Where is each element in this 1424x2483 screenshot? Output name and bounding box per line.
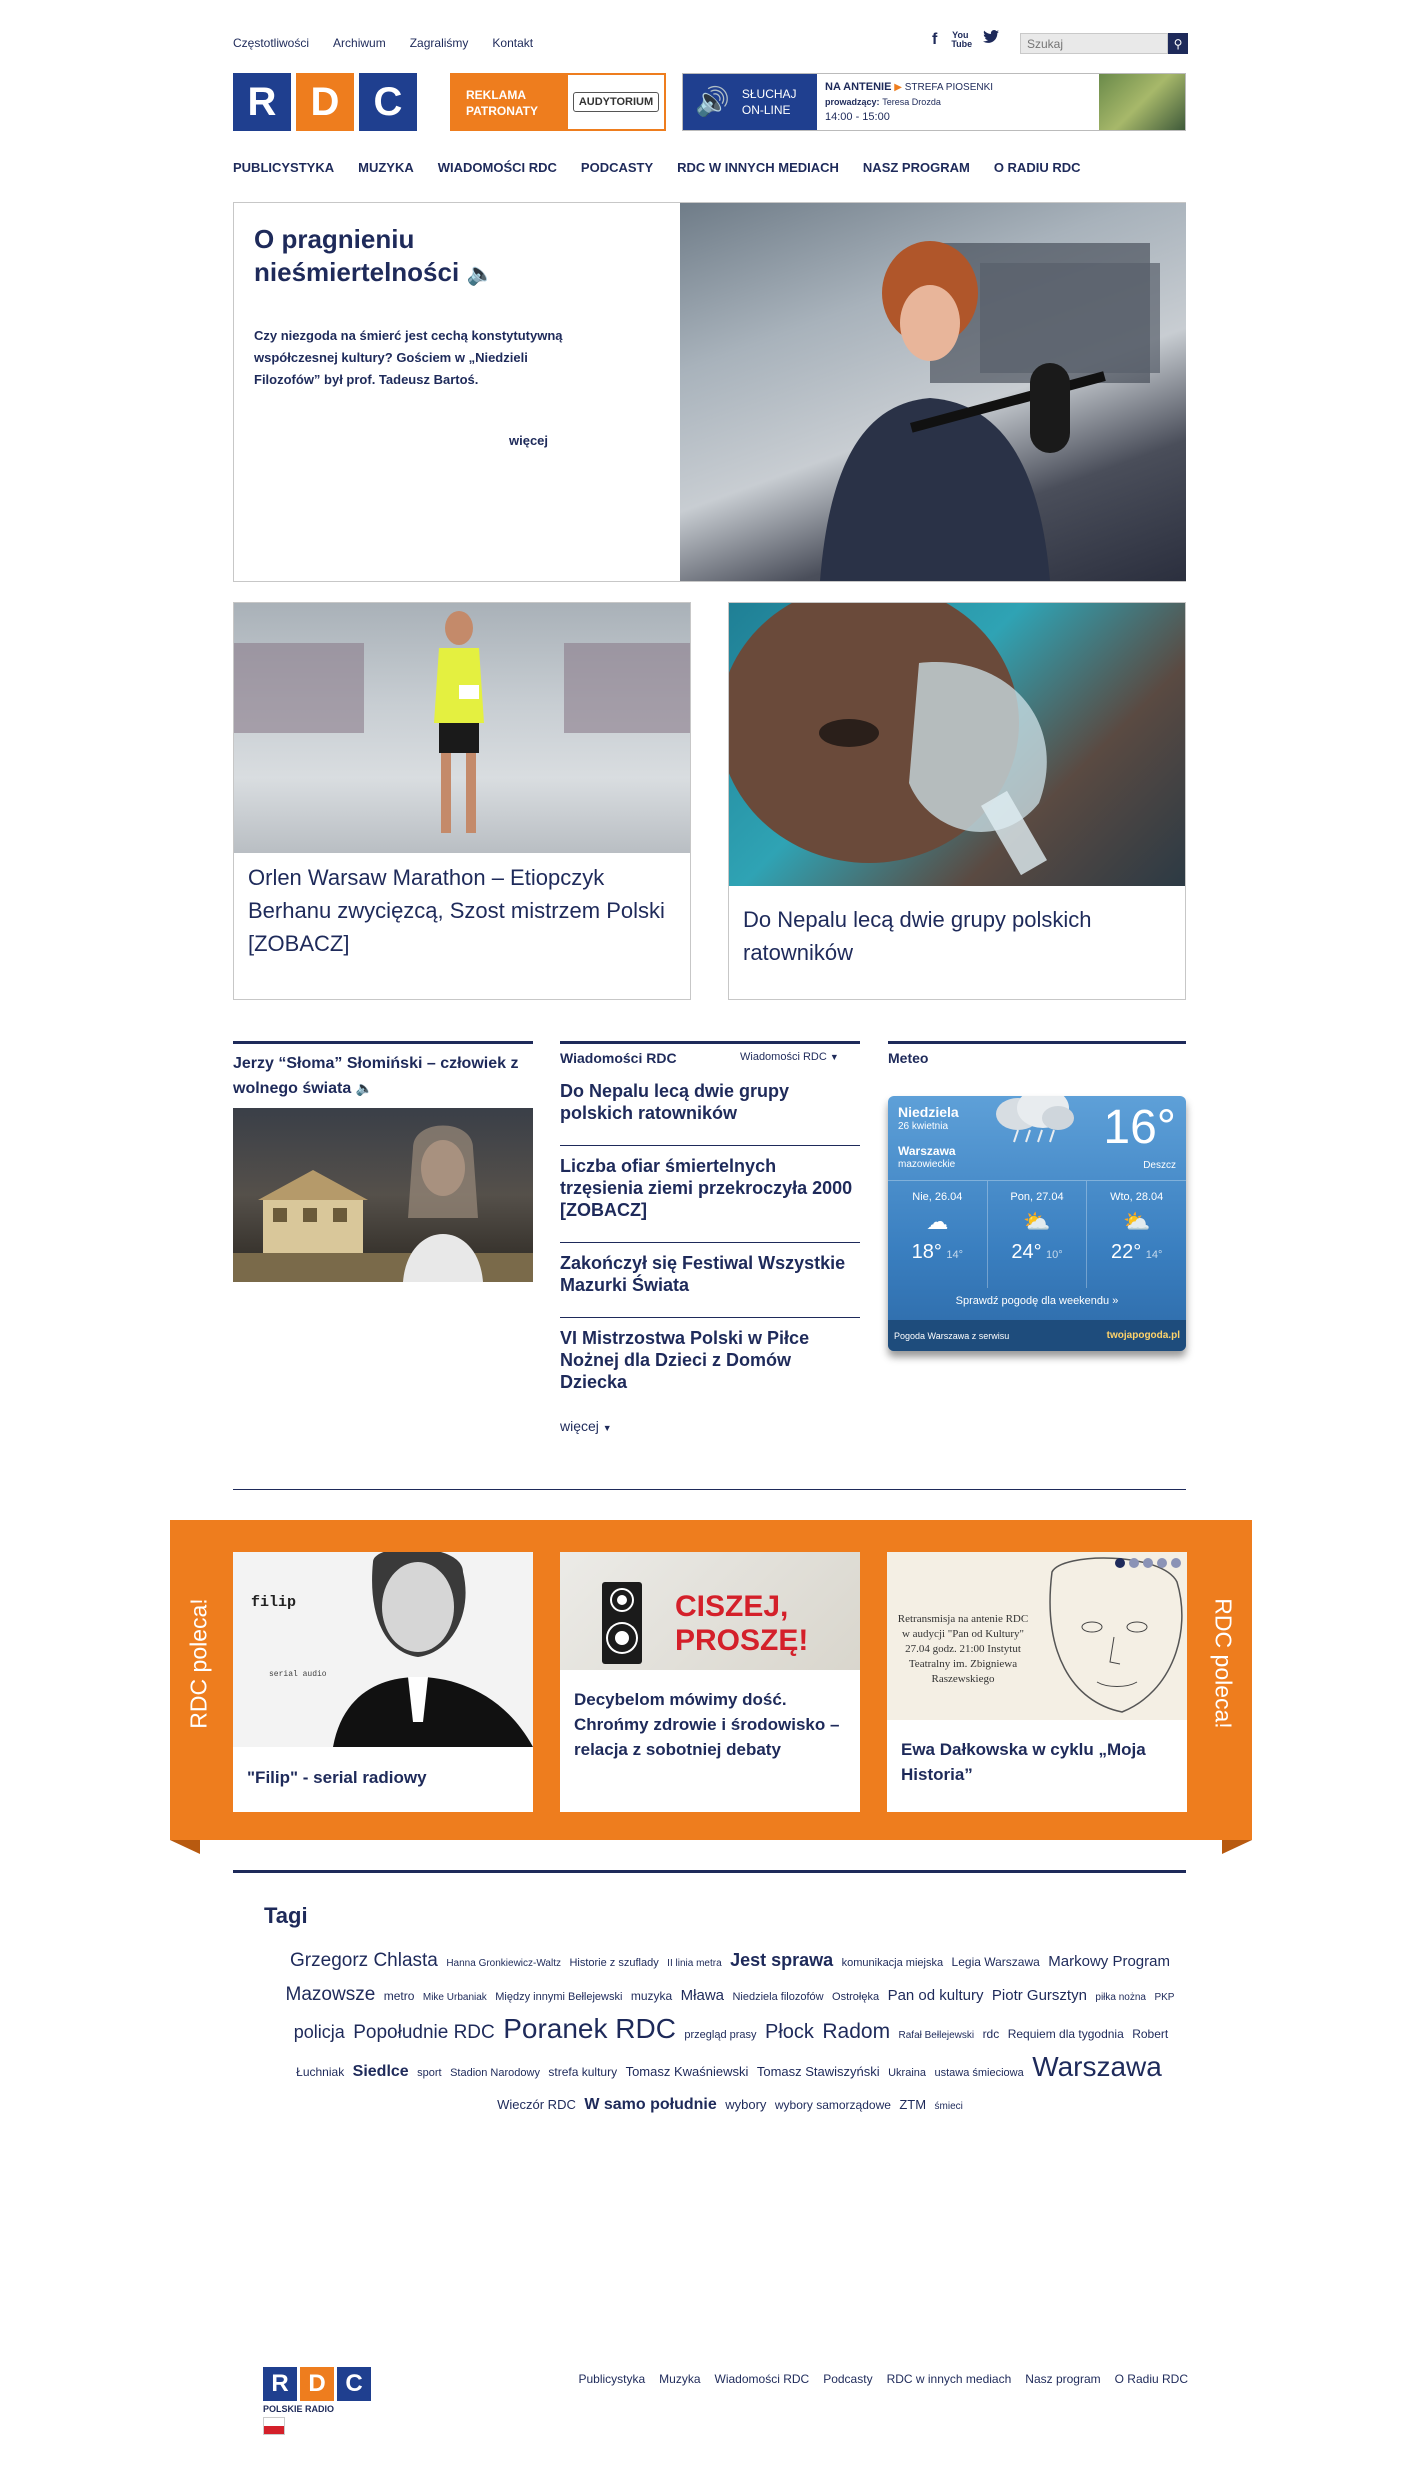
footer-logo-sub: POLSKIE RADIO bbox=[263, 2404, 335, 2414]
tag-link[interactable]: Stadion Narodowy bbox=[450, 2067, 540, 2079]
footer-nasz-program[interactable]: Nasz program bbox=[1025, 2372, 1101, 2386]
listen-line2: ON-LINE bbox=[741, 103, 791, 117]
rdc-poleca-label-right: RDC poleca! bbox=[1210, 1598, 1237, 1729]
forecast-day-3 bbox=[1087, 1181, 1186, 1288]
main-nav bbox=[233, 160, 1080, 175]
carousel-dots[interactable] bbox=[1115, 1558, 1181, 1568]
news-dropdown-label: Wiadomości RDC bbox=[740, 1051, 827, 1063]
facebook-icon[interactable]: f bbox=[932, 30, 938, 48]
tag-link[interactable]: Legia Warszawa bbox=[951, 1955, 1040, 1969]
tag-link[interactable]: wybory samorządowe bbox=[774, 2098, 891, 2112]
forecast-day-1-label: Nie, 26.04 bbox=[912, 1191, 963, 1203]
audio-icon: 🔈 bbox=[355, 1080, 374, 1096]
tag-link[interactable]: Jest sprawa bbox=[730, 1950, 834, 1970]
tag-link[interactable]: Wieczór RDC bbox=[497, 2097, 576, 2112]
host-label: prowadzący: bbox=[825, 97, 880, 107]
twitter-icon[interactable] bbox=[983, 30, 999, 49]
weather-source: Pogoda Warszawa z serwisu bbox=[894, 1330, 1010, 1341]
tag-link[interactable]: Ukraina bbox=[888, 2067, 927, 2079]
hero-image[interactable] bbox=[680, 203, 1186, 581]
on-air-show[interactable]: STREFA PIOSENKI bbox=[904, 82, 994, 93]
promo-card-dalkowska[interactable] bbox=[887, 1552, 1187, 1812]
forecast-row bbox=[888, 1180, 1186, 1288]
tag-link[interactable]: Markowy Program bbox=[1048, 1953, 1170, 1970]
marathon-title[interactable]: Orlen Warsaw Marathon – Etiopczyk Berhanu zwycięzcą, Szost mistrzem Polski [ZOBACZ] bbox=[248, 865, 665, 956]
news-dropdown[interactable] bbox=[740, 1051, 839, 1063]
nav-rdc-w-innych-mediach[interactable]: RDC W INNYCH MEDIACH bbox=[677, 160, 839, 175]
tag-link[interactable]: Niedziela filozofów bbox=[732, 1991, 824, 2003]
nav-nasz-program[interactable]: NASZ PROGRAM bbox=[862, 160, 970, 175]
caret-down-icon: ▼ bbox=[602, 1423, 612, 1433]
rdc-logo[interactable] bbox=[233, 73, 417, 131]
tag-link[interactable]: II linia metra bbox=[667, 1958, 722, 1969]
article-card-nepal[interactable] bbox=[728, 602, 1186, 1000]
weather-temp: 16° bbox=[1103, 1101, 1176, 1154]
tag-link[interactable]: Między innymi Bełlejewski bbox=[495, 1991, 623, 2003]
weather-source-bar bbox=[888, 1320, 1186, 1351]
forecast-day-2-low: 10° bbox=[1046, 1249, 1063, 1261]
nav-o-radiu[interactable]: O RADIU RDC bbox=[993, 160, 1081, 175]
forecast-day-3-low: 14° bbox=[1145, 1249, 1163, 1261]
twojapogoda-logo[interactable]: twojapogoda.pl bbox=[1106, 1330, 1180, 1341]
tag-cloud bbox=[275, 1945, 1185, 2122]
forecast-day-3-label: Wto, 28.04 bbox=[1110, 1191, 1164, 1203]
search-input[interactable] bbox=[1020, 33, 1168, 54]
tag-link[interactable]: śmieci bbox=[934, 2101, 963, 2112]
reklama-label bbox=[452, 75, 568, 129]
link-czestotliwosci[interactable]: Częstotliwości bbox=[233, 36, 310, 50]
logo-letter-r: R bbox=[233, 73, 291, 131]
host-photo bbox=[1099, 74, 1185, 130]
carousel-dot[interactable] bbox=[1143, 1558, 1153, 1568]
tag-link[interactable]: Warszawa bbox=[1032, 2051, 1162, 2082]
promo-card-ciszej[interactable] bbox=[560, 1552, 860, 1812]
nav-wiadomosci[interactable]: WIADOMOŚCI RDC bbox=[437, 160, 557, 175]
link-kontakt[interactable]: Kontakt bbox=[492, 36, 534, 50]
weather-heading: Meteo bbox=[888, 1050, 929, 1066]
tag-link[interactable]: sport bbox=[417, 2067, 442, 2079]
filip-image-subtitle: serial audio bbox=[269, 1670, 327, 1679]
news-more-label: więcej bbox=[560, 1418, 599, 1434]
top-links bbox=[233, 36, 533, 50]
tag-link[interactable]: Requiem dla tygodnia bbox=[1007, 2027, 1124, 2041]
carousel-dot[interactable] bbox=[1129, 1558, 1139, 1568]
tag-link[interactable]: ustawa śmieciowa bbox=[934, 2067, 1024, 2079]
dalkowska-image bbox=[887, 1552, 1187, 1720]
cloud-rain-icon bbox=[988, 1096, 1078, 1149]
tag-link[interactable]: Mazowsze bbox=[285, 1984, 376, 2005]
promo-filip-title[interactable]: "Filip" - serial radiowy bbox=[247, 1768, 427, 1787]
sun-cloud-icon: ⛅ bbox=[1122, 1209, 1151, 1234]
audytorium-text: AUDYTORIUM bbox=[573, 92, 659, 112]
section-separator bbox=[233, 1489, 1186, 1490]
loudspeaker-icon bbox=[602, 1582, 642, 1664]
footer-wiadomosci[interactable]: Wiadomości RDC bbox=[714, 2372, 810, 2386]
weather-divider bbox=[888, 1041, 1186, 1044]
forecast-day-1-low: 14° bbox=[946, 1249, 963, 1261]
feature-image[interactable] bbox=[233, 1108, 533, 1282]
feature-title-wrap[interactable] bbox=[233, 1052, 523, 1101]
forecast-day-3-high: 22° bbox=[1111, 1241, 1142, 1263]
tag-link[interactable]: Siedlce bbox=[352, 2063, 409, 2080]
weather-widget[interactable] bbox=[888, 1096, 1186, 1351]
listen-line1: SŁUCHAJ bbox=[741, 87, 797, 101]
dalkowska-image-text: Retransmisja na antenie RDC w audycji "Pan od Kultury" 27.04 godz. 21:00 Instytut Teatralny im. Zbigniewa Raszewskiego bbox=[897, 1613, 1029, 1685]
nepal-image bbox=[729, 603, 1185, 886]
news-item-4[interactable]: VI Mistrzostwa Polski w Piłce Nożnej dla Dzieci z Domów Dziecka bbox=[560, 1328, 810, 1392]
footer-o-radiu[interactable]: O Radiu RDC bbox=[1114, 2372, 1188, 2386]
footer-publicystyka[interactable]: Publicystyka bbox=[578, 2372, 646, 2386]
ciszej-image bbox=[560, 1552, 860, 1670]
rdc-poleca-label-left: RDC poleca! bbox=[185, 1598, 212, 1729]
cloud-rain-icon: ☁ bbox=[926, 1209, 949, 1234]
carousel-dot[interactable] bbox=[1171, 1558, 1181, 1568]
tag-link[interactable]: Grzegorz Chlasta bbox=[290, 1950, 438, 1971]
rdc-poleca-band bbox=[170, 1520, 1252, 1840]
tag-link[interactable]: PKP bbox=[1154, 1992, 1175, 2003]
weather-region: mazowieckie bbox=[898, 1159, 956, 1170]
play-arrow-icon: ▶ bbox=[894, 82, 902, 93]
filip-image-title: filip bbox=[251, 1594, 297, 1611]
article-card-marathon[interactable] bbox=[233, 602, 691, 1000]
news-more-link[interactable] bbox=[560, 1418, 612, 1434]
news-separator bbox=[560, 1242, 860, 1243]
audio-icon: 🔈 bbox=[466, 261, 494, 286]
tag-link[interactable]: W samo południe bbox=[584, 2096, 717, 2113]
host-name: Teresa Drozda bbox=[882, 97, 941, 107]
tag-link[interactable]: policja bbox=[293, 2022, 345, 2042]
nav-podcasty[interactable]: PODCASTY bbox=[580, 160, 654, 175]
tag-link[interactable]: wybory bbox=[725, 2097, 767, 2112]
speaker-icon: 🔊 bbox=[695, 86, 730, 117]
tag-link[interactable]: Mike Urbaniak bbox=[422, 1992, 487, 2003]
tag-link[interactable]: Radom bbox=[822, 2020, 891, 2043]
tags-heading: Tagi bbox=[264, 1903, 308, 1928]
youtube-icon[interactable]: You Tube bbox=[951, 29, 973, 49]
forecast-day-2 bbox=[988, 1181, 1088, 1288]
news-heading: Wiadomości RDC bbox=[560, 1050, 677, 1066]
marathon-image bbox=[234, 603, 690, 853]
promo-dalkowska-title[interactable]: Ewa Dałkowska w cyklu „Moja Historia” bbox=[901, 1740, 1146, 1784]
nav-publicystyka[interactable]: PUBLICYSTYKA bbox=[233, 160, 335, 175]
news-item-3[interactable]: Zakończył się Festiwal Wszystkie Mazurki Świata bbox=[560, 1253, 846, 1295]
sun-storm-icon: ⛅ bbox=[1023, 1209, 1051, 1234]
tag-link[interactable]: piłka nożna bbox=[1095, 1992, 1146, 2003]
band-fold-right bbox=[1222, 1840, 1252, 1854]
carousel-dot[interactable] bbox=[1115, 1558, 1125, 1568]
on-air-time: 14:00 - 15:00 bbox=[825, 111, 890, 123]
link-archiwum[interactable]: Archiwum bbox=[333, 36, 386, 50]
tag-link[interactable]: Historie z szuflady bbox=[569, 1957, 659, 1969]
forecast-day-1-high: 18° bbox=[911, 1241, 942, 1263]
social-icons bbox=[932, 30, 999, 49]
news-item-2[interactable]: Liczba ofiar śmiertelnych trzęsienia ziemi przekroczyła 2000 [ZOBACZ] bbox=[560, 1156, 853, 1220]
logo-letter-c: C bbox=[359, 73, 417, 131]
hero-text: Czy niezgoda na śmierć jest cechą konstytutywną współczesnej kultury? Gościem w „Niedzieli Filozofów” był prof. Tadeusz Bartoś. bbox=[254, 328, 563, 387]
tag-link[interactable]: Poranek RDC bbox=[503, 2013, 676, 2044]
reklama-line2: PATRONATY bbox=[466, 104, 538, 118]
forecast-day-2-label: Pon, 27.04 bbox=[1010, 1191, 1064, 1203]
polish-flag-icon bbox=[263, 2417, 285, 2435]
reklama-line1: REKLAMA bbox=[466, 88, 526, 102]
listen-online-button[interactable] bbox=[683, 74, 817, 130]
promo-card-filip[interactable] bbox=[233, 1552, 533, 1812]
tag-link[interactable]: Hanna Gronkiewicz-Waltz bbox=[446, 1958, 561, 1969]
footer-rdc-w-innych-mediach[interactable]: RDC w innych mediach bbox=[886, 2372, 1012, 2386]
weather-day: Niedziela bbox=[898, 1104, 959, 1120]
link-zagralismy[interactable]: Zagraliśmy bbox=[409, 36, 469, 50]
tag-link[interactable]: przegląd prasy bbox=[684, 2029, 757, 2041]
tags-divider bbox=[233, 1870, 1186, 1873]
listen-online-widget bbox=[682, 73, 1186, 131]
carousel-dot[interactable] bbox=[1157, 1558, 1167, 1568]
footer-logo-r: R bbox=[263, 2367, 297, 2401]
audytorium-logo bbox=[568, 75, 664, 129]
news-separator bbox=[560, 1317, 860, 1318]
hero-title-wrap[interactable] bbox=[254, 223, 594, 290]
forecast-day-1 bbox=[888, 1181, 988, 1288]
hero-title[interactable]: O pragnieniu nieśmiertelności bbox=[254, 224, 460, 287]
on-air-label: NA ANTENIE bbox=[825, 81, 892, 93]
feature-title[interactable]: Jerzy “Słoma” Słomiński – człowiek z wolnego świata bbox=[233, 1055, 519, 1097]
hero-more-link[interactable]: więcej bbox=[509, 433, 549, 448]
logo-letter-d: D bbox=[296, 73, 354, 131]
band-fold-left bbox=[170, 1840, 200, 1854]
news-item-1[interactable]: Do Nepalu lecą dwie grupy polskich ratowników bbox=[560, 1081, 790, 1123]
nav-muzyka[interactable]: MUZYKA bbox=[358, 160, 414, 175]
footer-muzyka[interactable]: Muzyka bbox=[659, 2372, 701, 2386]
tag-link[interactable]: muzyka bbox=[630, 1989, 673, 2003]
weather-condition: Deszcz bbox=[1143, 1160, 1176, 1171]
tag-link[interactable]: strefa kultury bbox=[548, 2065, 618, 2079]
weather-weekend-link[interactable]: Sprawdź pogodę dla weekendu » bbox=[955, 1295, 1119, 1307]
tag-link[interactable]: Robert Łuchniak bbox=[296, 2027, 1169, 2079]
caret-down-icon: ▼ bbox=[829, 1052, 839, 1062]
tag-link[interactable]: ZTM bbox=[899, 2097, 927, 2112]
tag-link[interactable]: Ostrołęka bbox=[832, 1991, 880, 2003]
tag-link[interactable]: rdc bbox=[982, 2027, 1000, 2041]
tag-link[interactable]: metro bbox=[383, 1989, 415, 2003]
tag-link[interactable]: Tomasz Kwaśniewski bbox=[625, 2064, 749, 2079]
news-divider bbox=[560, 1041, 860, 1044]
hero-article bbox=[233, 202, 1186, 582]
tag-link[interactable]: Pan od kultury bbox=[887, 1987, 984, 2004]
promo-ciszej-title[interactable]: Decybelom mówimy dość. Chrońmy zdrowie i środowisko – relacja z sobotniej debaty bbox=[574, 1690, 840, 1759]
tag-link[interactable]: komunikacja miejska bbox=[841, 1957, 944, 1969]
filip-image bbox=[233, 1552, 533, 1747]
on-air-info bbox=[817, 74, 1099, 130]
weather-date: 26 kwietnia bbox=[898, 1121, 949, 1132]
tag-link[interactable]: Tomasz Stawiszyński bbox=[756, 2064, 880, 2079]
tag-link[interactable]: Płock bbox=[765, 2021, 814, 2043]
tag-link[interactable]: Rafał Bełlejewski bbox=[898, 2030, 975, 2041]
tag-link[interactable]: Piotr Gursztyn bbox=[991, 1987, 1087, 2004]
footer-links bbox=[578, 2372, 1188, 2386]
weather-city: Warszawa bbox=[898, 1144, 956, 1158]
reklama-banner[interactable] bbox=[450, 73, 666, 131]
feature-divider bbox=[233, 1041, 533, 1044]
nepal-title[interactable]: Do Nepalu lecą dwie grupy polskich ratowników bbox=[743, 907, 1092, 965]
ciszej-image-text: CISZEJ, PROSZĘ! bbox=[675, 1590, 809, 1657]
tag-link[interactable]: Popołudnie RDC bbox=[353, 2022, 495, 2043]
footer-logo-d: D bbox=[300, 2367, 334, 2401]
tag-link[interactable]: Mława bbox=[680, 1987, 725, 2004]
footer-logo[interactable] bbox=[263, 2367, 371, 2435]
footer-podcasty[interactable]: Podcasty bbox=[823, 2372, 873, 2386]
search-icon[interactable]: ⚲ bbox=[1168, 33, 1188, 54]
news-separator bbox=[560, 1145, 860, 1146]
search-box bbox=[1020, 33, 1188, 54]
forecast-day-2-high: 24° bbox=[1011, 1241, 1042, 1263]
footer-logo-c: C bbox=[337, 2367, 371, 2401]
